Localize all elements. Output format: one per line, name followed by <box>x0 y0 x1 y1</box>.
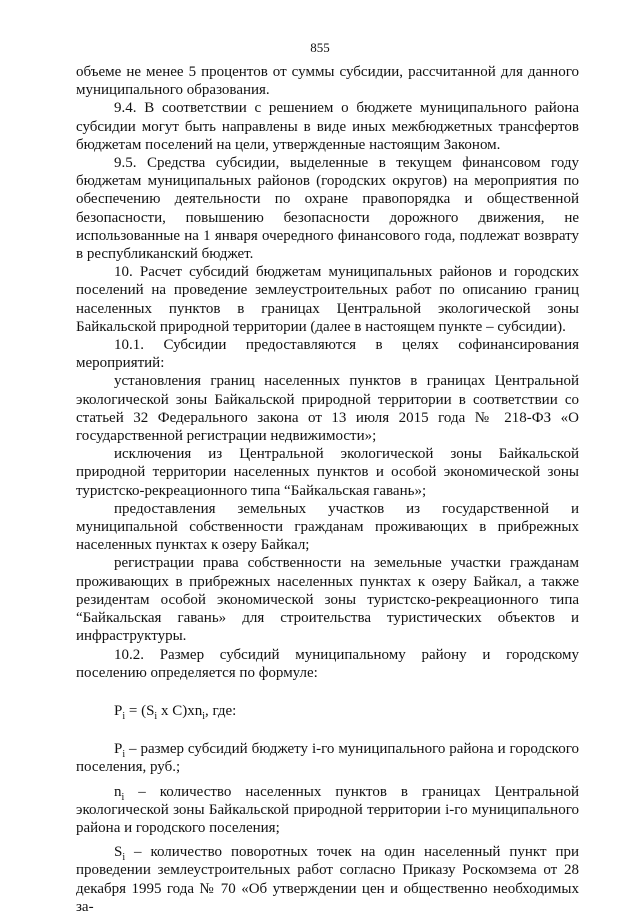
formula <box>76 702 579 720</box>
formula-eq: = (S <box>125 702 155 719</box>
formula-p: P <box>114 702 123 719</box>
paragraph-10-2: 10.2. Размер субсидий муниципальному району и городскому поселению определяется по формуле: <box>76 646 579 681</box>
definition-subscript: i <box>122 852 126 864</box>
definition-n <box>76 783 579 838</box>
list-item-exclusion: исключения из Центральной экологической зоны Байкальской природной территории населенных пунктов и особой экономической зоны туристско-рекреационного типа “Байкальская гавань»; <box>76 446 579 499</box>
list-item-borders: установления границ населенных пунктов в границах Центральной экологической зоны Байкальской природной территории в соответствии со статьей 32 Федерального закона от 13 июля 2015 года № 218-ФЗ «О государственной регистрации недвижимости»; <box>76 373 579 445</box>
page-number: 855 <box>310 40 330 55</box>
formula-mid: x C)xn <box>157 702 203 719</box>
formula-sub-i: i <box>202 710 205 722</box>
definition-symbol: n <box>114 783 122 800</box>
paragraph-9-4: 9.4. В соответствии с решением о бюджете муниципального района субсидии могут быть направлены в виде иных межбюджетных трансфертов бюджетам поселений на цели, утвержденные настоящим Законом. <box>76 100 579 153</box>
definition-symbol: P <box>114 741 123 758</box>
definition-text: – размер субсидий бюджету i-го муниципального района и городского поселения, руб.; <box>76 741 579 776</box>
formula-tail: , где: <box>204 702 237 719</box>
formula-sub-i: i <box>154 710 158 722</box>
definition-text: – количество поворотных точек на один населенный пункт при проведении землеустроительных работ согласно Приказу Роскомзема от 28 декабря 1995 года № 70 «Об утверждении цен и общественно необходимых за- <box>76 844 579 915</box>
paragraph-10: 10. Расчет субсидий бюджетам муниципальных районов и городских поселений на проведение землеустроительных работ по описанию границ населенных пунктов в границах Центральной экологической зоны Байкальской природной территории (далее в настоящем пункте – субсидии). <box>76 264 579 335</box>
document-body <box>76 63 579 916</box>
paragraph-10-1: 10.1. Субсидии предоставляются в целях софинансирования мероприятий: <box>76 337 579 372</box>
definition-p <box>76 740 579 776</box>
list-item-land-plots: предоставления земельных участков из государственной и муниципальной собственности гражданам проживающих в прибрежных населенных пунктах к озеру Байкал; <box>76 500 579 554</box>
definition-text: – количество населенных пунктов в границах Центральной экологической зоны Байкальской природной территории i-го муниципального района и городского поселения; <box>76 783 579 836</box>
list-item-registration: регистрации права собственности на земельные участки гражданам проживающих в прибрежных населенных пунктах к озеру Байкал, а также резидентам особой экономической зоны туристско-рекреационного типа “Байкальская гавань» для строительства туристических объектов и инфраструктуры. <box>76 555 579 645</box>
paragraph-continuation: объеме не менее 5 процентов от суммы субсидии, рассчитанной для данного муниципального образования. <box>76 64 579 99</box>
definition-symbol: S <box>114 844 123 861</box>
formula-sub-i: i <box>122 710 126 722</box>
definition-subscript: i <box>122 749 126 761</box>
definition-subscript: i <box>121 791 125 803</box>
definition-s <box>76 843 579 916</box>
paragraph-9-5: 9.5. Средства субсидии, выделенные в текущем финансовом году бюджетам муниципальных районов (городских округов) на мероприятия по обеспечению деятельности по охране правопорядка и общественной безопасности, повышению безопасности дорожного движения, не использованные на 1 января очередного финансового года, подлежат возврату в республиканский бюджет. <box>76 155 579 263</box>
